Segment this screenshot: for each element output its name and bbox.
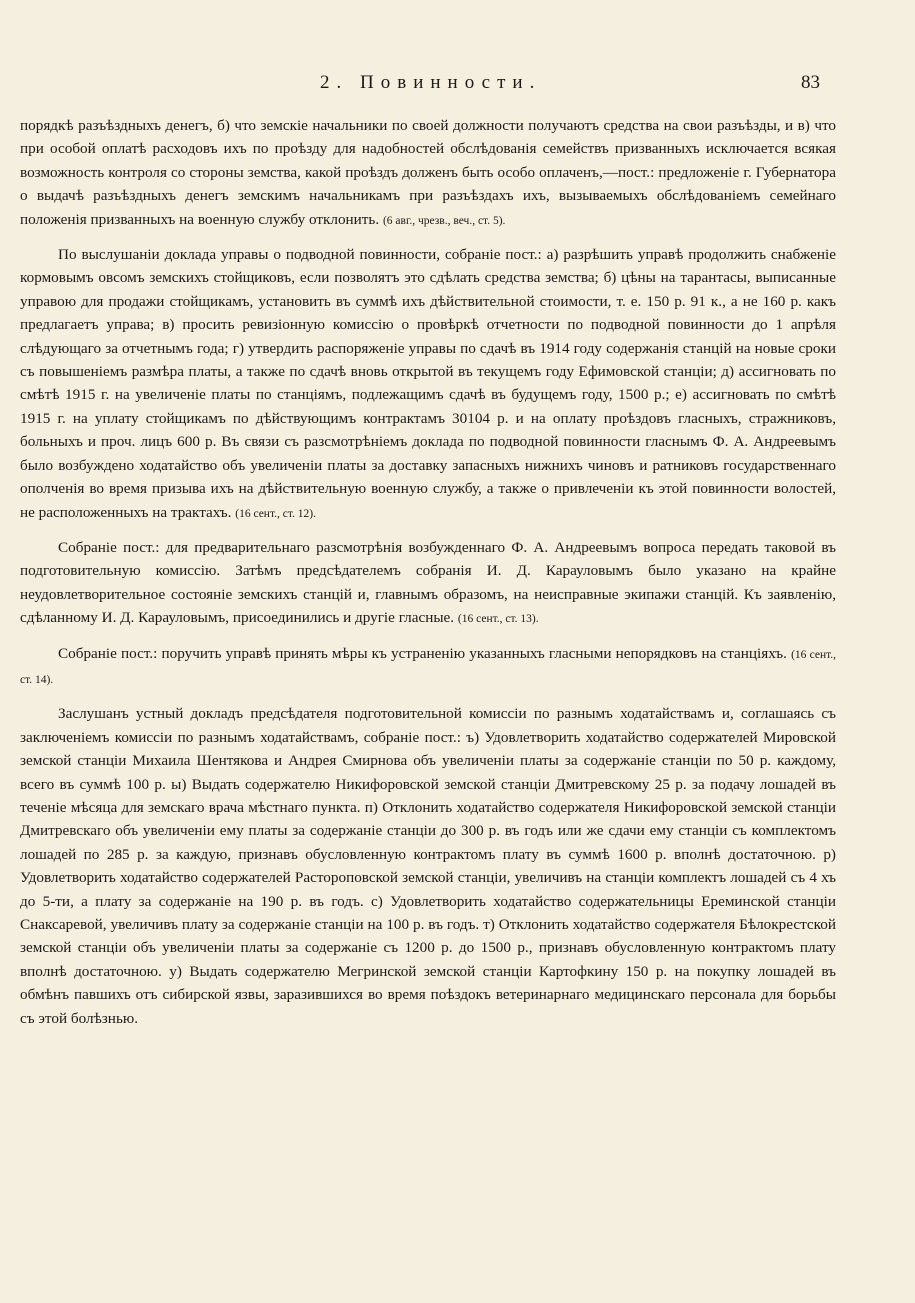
page-number: 83 (801, 72, 820, 93)
page-header (20, 72, 820, 102)
session-reference: (16 сент., ст. 13). (457, 613, 539, 626)
paragraph (20, 702, 836, 1030)
paragraph (20, 642, 836, 693)
paragraph-text: Собраніе пост.: для предварительнаго разсмотрѣнія возбужденнаго Ф. А. Андреевымъ вопроса передать таковой въ подготовительную комиссію. Затѣмъ предсѣдателемъ собранія И. Д. Карауловымъ было указано на крайне неудовлетворительное состояніе земскихъ станцій и, главнымъ образомъ, на неисправные экипажи станцій. Къ заявленію, сдѣланному И. Д. Карауловымъ, присоединились и другіе гласные. (20, 538, 836, 627)
body-text (20, 114, 836, 1030)
paragraph (20, 243, 836, 526)
paragraph-text: По выслушаніи доклада управы о подводной повинности, собраніе пост.: а) разрѣшить управѣ продолжить снабженіе кормовымъ овсомъ земскихъ стойщиковъ, если позволятъ это сдѣлать средства земства; б) цѣны на тарантасы, выписанные управою для продажи стойщикамъ, установить въ суммѣ ихъ дѣйствительной стоимости, т. е. 150 р. 91 к., а не 160 р. какъ предлагаетъ управа; в) просить ревизіонную комиссію о провѣркѣ отчетности по подводной повинности до 1 апрѣля слѣдующаго за отчетнымъ года; г) утвердить распоряженіе управы по сдачѣ въ 1914 году содержанія станцій на новые сроки съ повышеніемъ размѣра платы, а также по сдачѣ вновь открытой въ текущемъ году Ефимовской станціи; д) ассигновать по смѣтѣ 1915 г. на увеличеніе платы по станціямъ, подлежащимъ сдачѣ въ будущемъ году, 1500 р.; е) ассигновать по смѣтѣ 1915 г. на уплату стойщикамъ по дѣйствующимъ контрактамъ 30104 р. и на оплату проѣздовъ гласныхъ, стражниковъ, больныхъ и проч. лицъ 600 р. Въ связи съ разсмотрѣніемъ доклада по подводной повинности гласнымъ Ф. А. Андреевымъ было возбуждено ходатайство объ увеличеніи платы за доставку запасныхъ нижнихъ чиновъ и ратниковъ государственнаго ополченія во время призыва ихъ на дѣйствительную военную службу, а также о привлеченіи къ этой повинности волостей, не расположенныхъ на трактахъ. (20, 246, 836, 521)
paragraph-text: Заслушанъ устный докладъ предсѣдателя подготовительной комиссіи по разнымъ ходатайствамъ и, соглашаясь съ заключеніемъ комиссіи по разнымъ ходатайствамъ, собраніе пост.: ъ) Удовлетворить ходатайство содержателей Мировской земской станціи Михаила Шентякова и Андрея Смирнова объ увеличеніи платы за содержаніе станціи по 50 р. каждому, всего въ суммѣ 100 р. ы) Выдать содержателю Никифоровской земской станціи Дмитревскому 25 р. за подачу лошадей въ теченіе мѣсяца для земскаго врача мѣстнаго пункта. п) Отклонить ходатайство содержателя Никифоровской земской станціи Дмитревскаго объ увеличеніи ему платы за содержаніе станціи до 300 р. въ годъ или же сдачи ему станціи съ комплектомъ лошадей по 285 р. за каждую, признавъ обусловленную контрактомъ плату въ суммѣ 1600 р. вполнѣ достаточною. р) Удовлетворить ходатайство содержателей Растороповской земской станціи, увеличивъ на станціи комплектъ лошадей съ 4 хъ до 5-ти, а плату за содержаніе на 190 р. въ годъ. с) Удовлетворить ходатайство содержательницы Ереминской станціи Снаксаревой, увеличивъ плату за содержаніе станціи на 100 р. въ годъ. т) Отклонить ходатайство содержателя Бѣлокрестской земской станціи объ увеличеніи платы за содержаніе съ 1200 р. до 1500 р., признавъ обусловленную контрактомъ плату вполнѣ достаточною. у) Выдать содержателю Мегринской земской станціи Картофкину 150 р. на покупку лошадей въ обмѣнъ павшихъ отъ сибирской язвы, заразившихся во время поѣздокъ ветеринарнаго медицинскаго персонала для борьбы съ этой болѣзнью. (20, 705, 836, 1027)
running-head: 2. Повинности. (320, 72, 542, 93)
session-reference: (6 авг., чрезв., веч., ст. 5). (382, 214, 506, 227)
session-reference: (16 сент., ст. 12). (235, 507, 316, 520)
paragraph-text: порядкѣ разъѣздныхъ денегъ, б) что земскіе начальники по своей должности получаютъ средства на свои разъѣзды, и в) что при особой оплатѣ расходовъ ихъ по проѣзду для надобностей обслѣдованія семействъ призванныхъ исключается всякая возможность контроля со стороны земства, какой проѣздъ долженъ быть особо оплаченъ,—пост.: предложеніе г. Губернатора о выдачѣ разъѣздныхъ денегъ земскимъ начальникамъ при разъѣздахъ ихъ, вызываемыхъ обслѣдованіемъ семейнаго положенія призванныхъ на военную службу отклонить. (20, 117, 836, 228)
paragraph (20, 114, 836, 233)
paragraph-text: Собраніе пост.: поручить управѣ принять мѣры къ устраненію указанныхъ гласными непорядковъ на станціяхъ. (58, 644, 787, 662)
paragraph (20, 536, 836, 632)
session-reference: (16 сент., ст. 14). (20, 648, 837, 686)
